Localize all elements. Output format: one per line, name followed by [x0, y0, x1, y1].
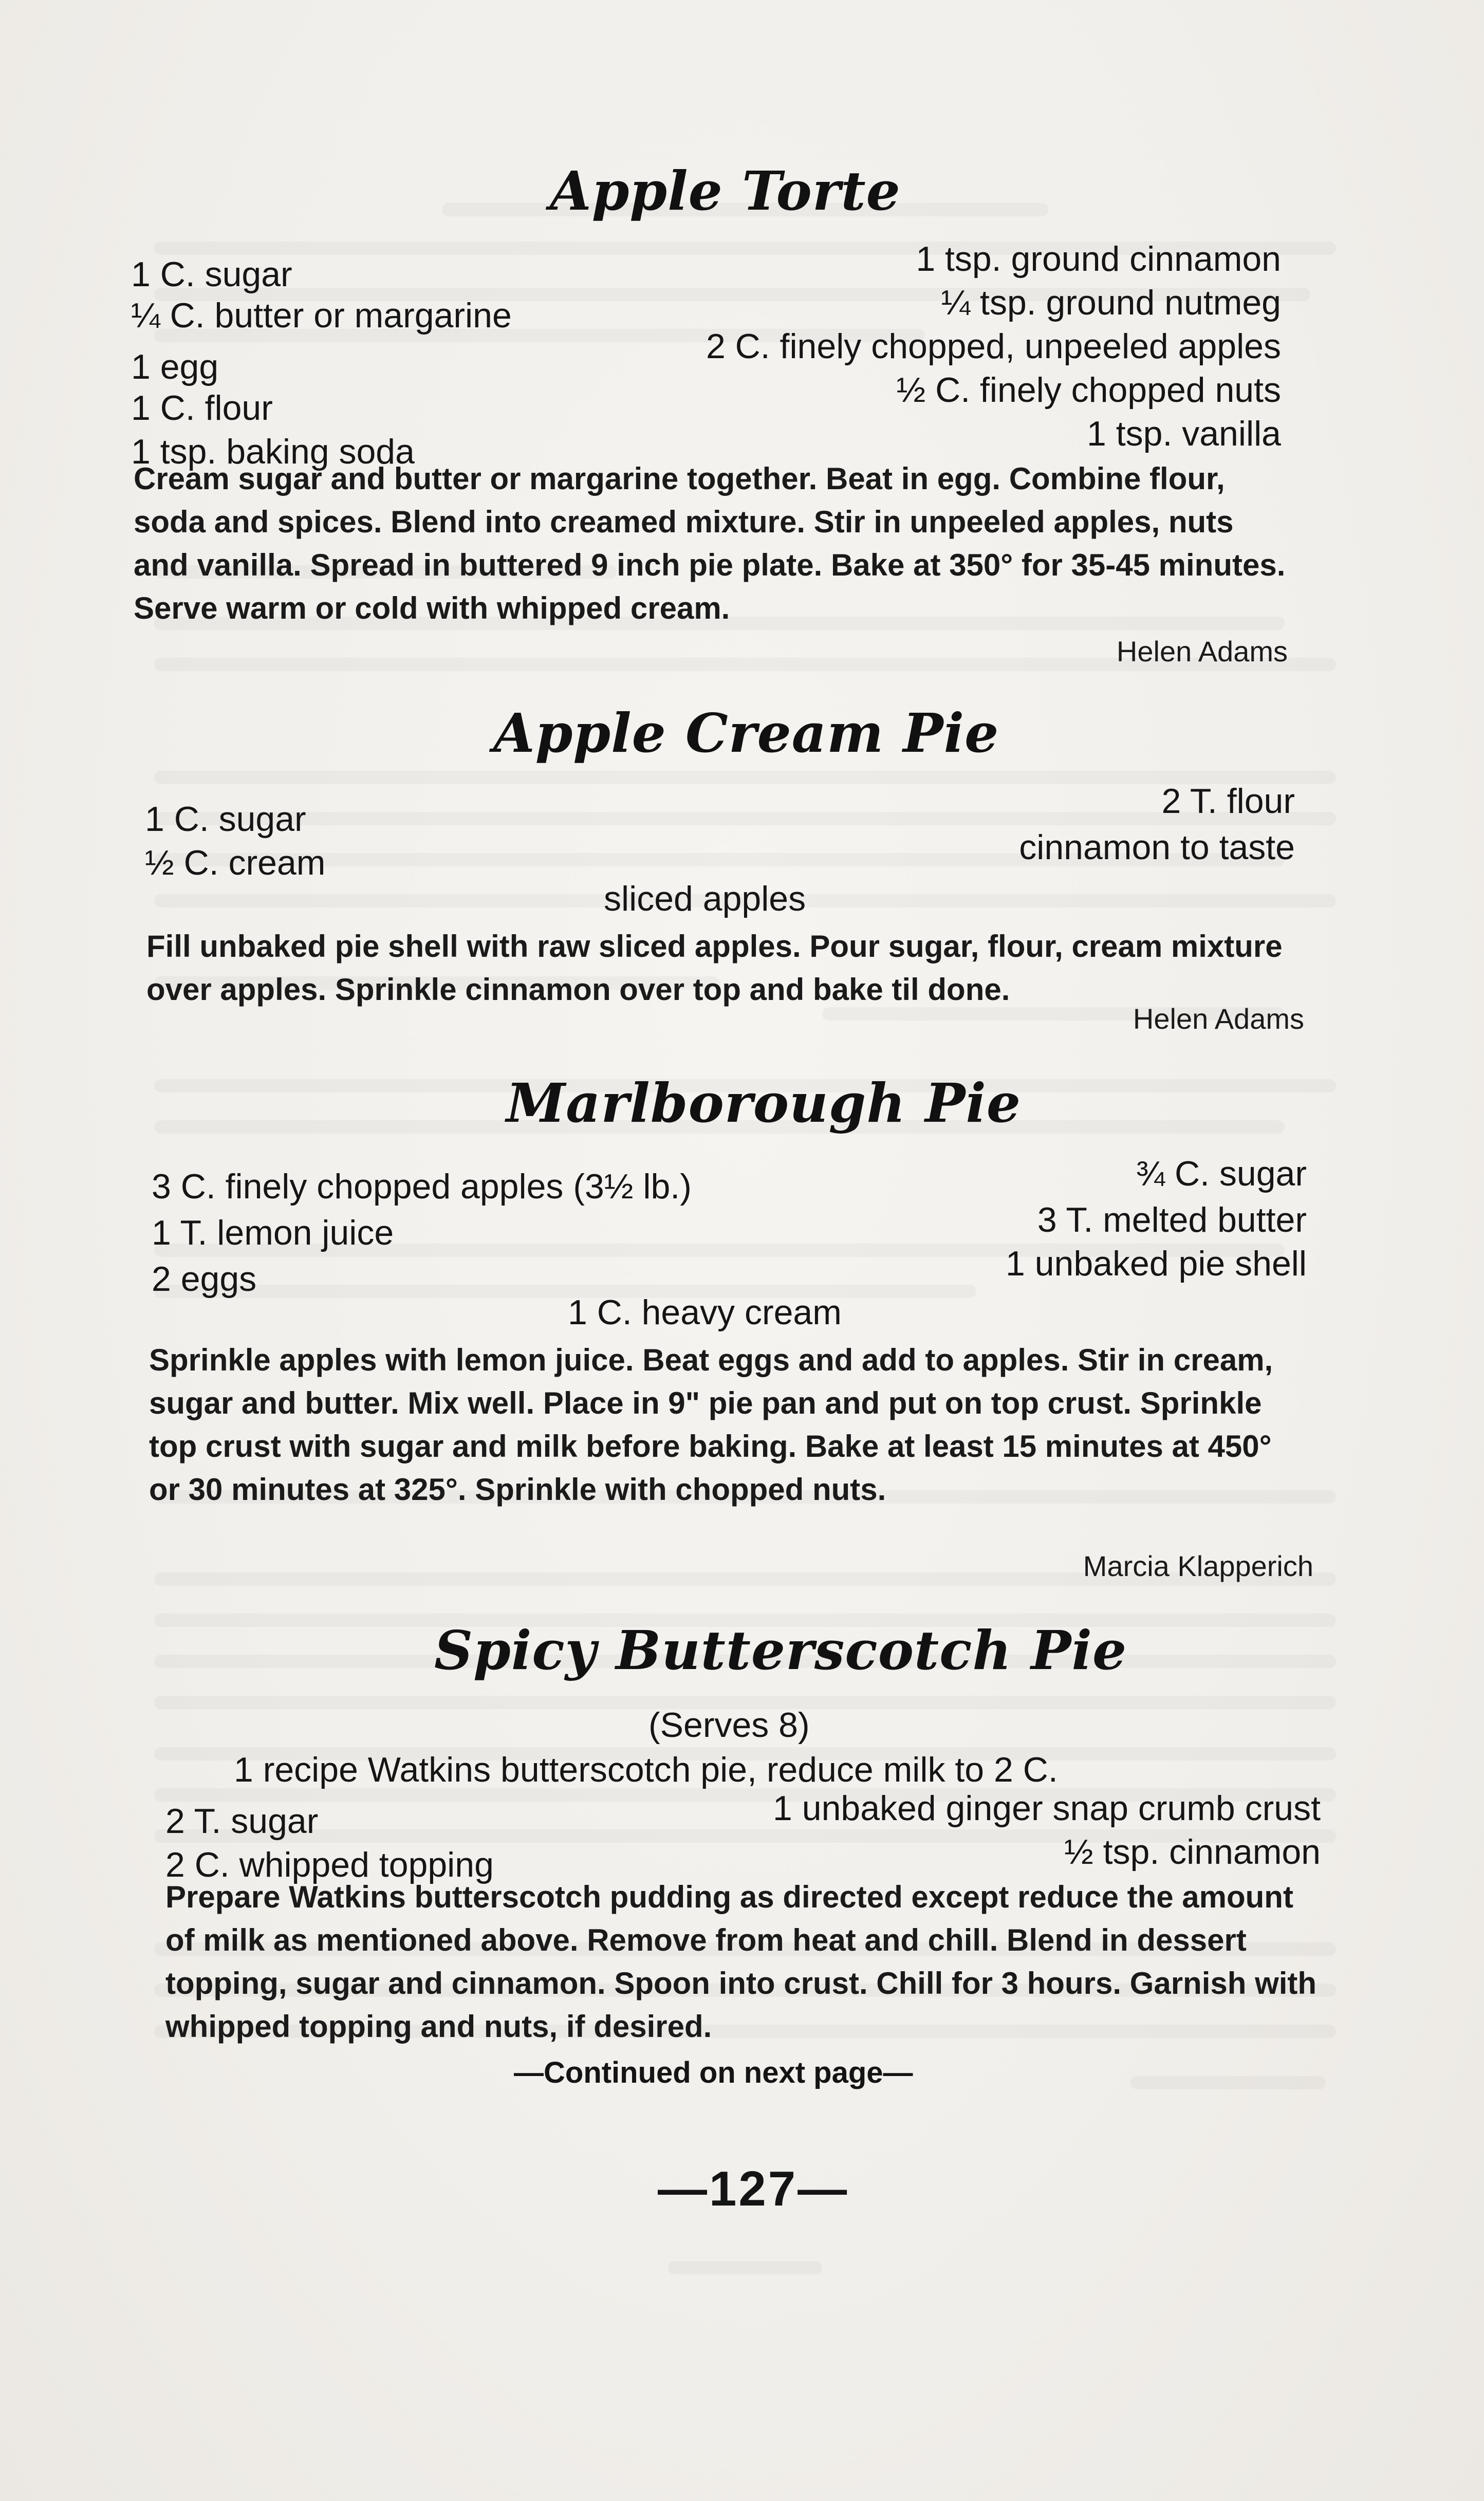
ingredient: ½ C. cream — [145, 843, 326, 882]
ingredient: 1 T. lemon juice — [152, 1213, 394, 1252]
ingredient: 1 C. flour — [131, 388, 273, 428]
ingredient: ¾ C. sugar — [1136, 1154, 1307, 1193]
ingredient: 1 unbaked pie shell — [1005, 1244, 1307, 1283]
ingredient: ½ tsp. cinnamon — [1064, 1832, 1321, 1872]
ingredient: ¼ C. butter or margarine — [131, 296, 512, 335]
recipe-title: Spicy Butterscotch Pie — [434, 1619, 1127, 1682]
ingredient: 2 T. flour — [1161, 782, 1295, 821]
recipe-directions — [165, 1876, 1322, 2048]
ingredient: 1 C. sugar — [145, 800, 306, 839]
recipe-title: Marlborough Pie — [506, 1071, 1022, 1135]
ingredient: ¼ tsp. ground nutmeg — [941, 283, 1281, 322]
recipe-author: Marcia Klapperich — [1083, 1550, 1313, 1582]
recipe-serves: (Serves 8) — [648, 1706, 810, 1745]
ingredient: 1 tsp. baking soda — [131, 432, 415, 471]
ingredient: 2 eggs — [152, 1259, 257, 1299]
ingredient: 1 tsp. vanilla — [1087, 414, 1281, 453]
ingredient: 1 unbaked ginger snap crumb crust — [773, 1789, 1321, 1828]
ingredient: 2 C. finely chopped, unpeeled apples — [706, 327, 1281, 366]
ingredient: 1 recipe Watkins butterscotch pie, reduce milk to 2 C. — [234, 1750, 1058, 1789]
ingredient: 1 tsp. ground cinnamon — [916, 239, 1281, 279]
recipe-directions — [149, 1339, 1310, 1511]
recipe-directions — [134, 457, 1295, 630]
ingredient: 2 C. whipped topping — [165, 1845, 494, 1884]
ingredient: cinnamon to taste — [1019, 828, 1295, 867]
ingredient: 3 T. melted butter — [1037, 1200, 1307, 1239]
recipe-directions — [146, 925, 1303, 1011]
page-number: —127— — [658, 2161, 849, 2216]
ingredient: ½ C. finely chopped nuts — [896, 370, 1281, 410]
recipe-author: Helen Adams — [1116, 635, 1288, 668]
ingredient: sliced apples — [604, 879, 806, 918]
ingredient: 1 C. heavy cream — [568, 1293, 842, 1332]
directions-text: Sprinkle apples with lemon juice. Beat eggs and add to apples. Stir in cream, sugar and butter. Mix well. Place in 9" pie pan and put on top crust. Sprinkle top crust with sugar and milk before baking. Bake at least 15 minutes at 450° or 30 minutes at 325°. Sprinkle with chopped nuts. — [149, 1343, 1273, 1507]
recipe-title: Apple Torte — [550, 159, 901, 223]
ingredient: 2 T. sugar — [165, 1802, 319, 1841]
directions-text: Prepare Watkins butterscotch pudding as directed except reduce the amount of milk as mentioned above. Remove from heat and chill. Blend in dessert topping, sugar and cinnamon. Spoon into crust. Chill for 3 hours. Garnish with whipped topping and nuts, if desired. — [165, 1880, 1317, 2044]
ingredient: 1 egg — [131, 347, 219, 386]
directions-text: Cream sugar and butter or margarine together. Beat in egg. Combine flour, soda and spices. Blend into creamed mixture. Stir in unpeeled apples, nuts and vanilla. Spread in buttered 9 inch pie plate. Bake at 350° for 35-45 minutes. Serve warm or cold with whipped cream. — [134, 461, 1286, 625]
recipe-title: Apple Cream Pie — [493, 701, 999, 765]
recipe-author: Helen Adams — [1133, 1003, 1304, 1035]
ingredient: 3 C. finely chopped apples (3½ lb.) — [152, 1167, 692, 1206]
directions-text: Fill unbaked pie shell with raw sliced apples. Pour sugar, flour, cream mixture over apples. Sprinkle cinnamon over top and bake til done. — [146, 929, 1283, 1007]
ingredient: 1 C. sugar — [131, 255, 292, 294]
continued-note: —Continued on next page— — [514, 2056, 913, 2089]
